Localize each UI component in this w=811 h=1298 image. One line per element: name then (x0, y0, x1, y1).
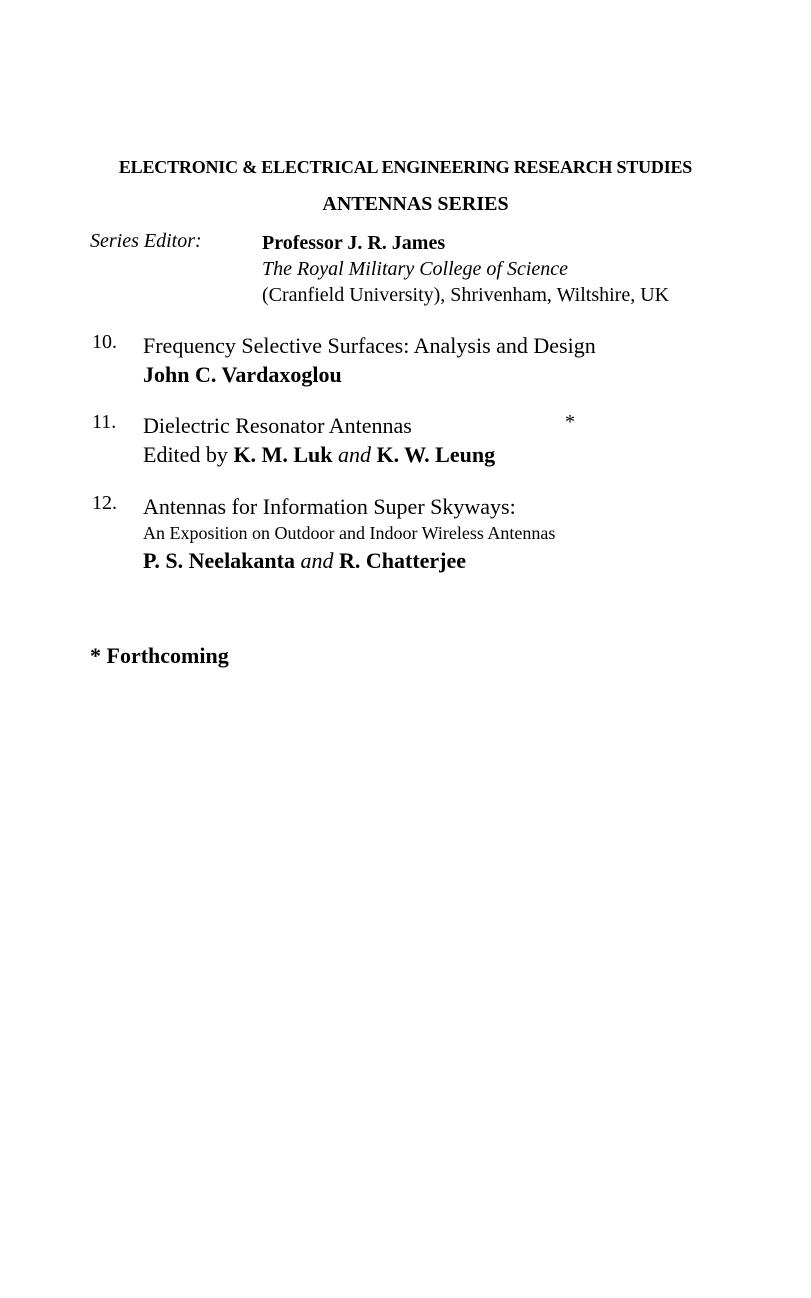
author-conjunction: and (300, 548, 334, 573)
book-number: 11. (92, 411, 117, 433)
series-main-title: ELECTRONIC & ELECTRICAL ENGINEERING RESEARCH STUDIES (118, 157, 693, 177)
author-conjunction: and (337, 442, 371, 467)
book-details (143, 411, 495, 469)
book-title: Frequency Selective Surfaces: Analysis and Design (143, 333, 596, 358)
forthcoming-footnote: * Forthcoming (90, 643, 229, 668)
book-author: K. W. Leung (376, 442, 496, 467)
book-title: Dielectric Resonator Antennas (143, 413, 412, 438)
forthcoming-marker: * (565, 411, 575, 433)
series-editor-name: Professor J. R. James (262, 232, 446, 254)
book-author: P. S. Neelakanta (143, 548, 295, 573)
edited-by-prefix: Edited by (143, 442, 228, 467)
series-editor-block (262, 230, 669, 308)
book-author: K. M. Luk (233, 442, 333, 467)
book-subtitle: An Exposition on Outdoor and Indoor Wireless Antennas (143, 523, 556, 543)
book-number: 10. (92, 331, 117, 353)
book-details (143, 331, 596, 389)
book-details (143, 492, 555, 575)
series-editor-label: Series Editor: (90, 230, 202, 252)
book-title: Antennas for Information Super Skyways: (143, 494, 516, 519)
book-authors (143, 440, 495, 469)
series-editor-institution: The Royal Military College of Science (262, 258, 569, 280)
series-editor-address: (Cranfield University), Shrivenham, Wiltshire, UK (262, 284, 670, 306)
book-authors (143, 546, 555, 575)
book-number: 12. (92, 492, 117, 514)
book-author: John C. Vardaxoglou (143, 362, 342, 387)
series-subtitle: ANTENNAS SERIES (322, 193, 509, 215)
book-author: R. Chatterjee (338, 548, 467, 573)
